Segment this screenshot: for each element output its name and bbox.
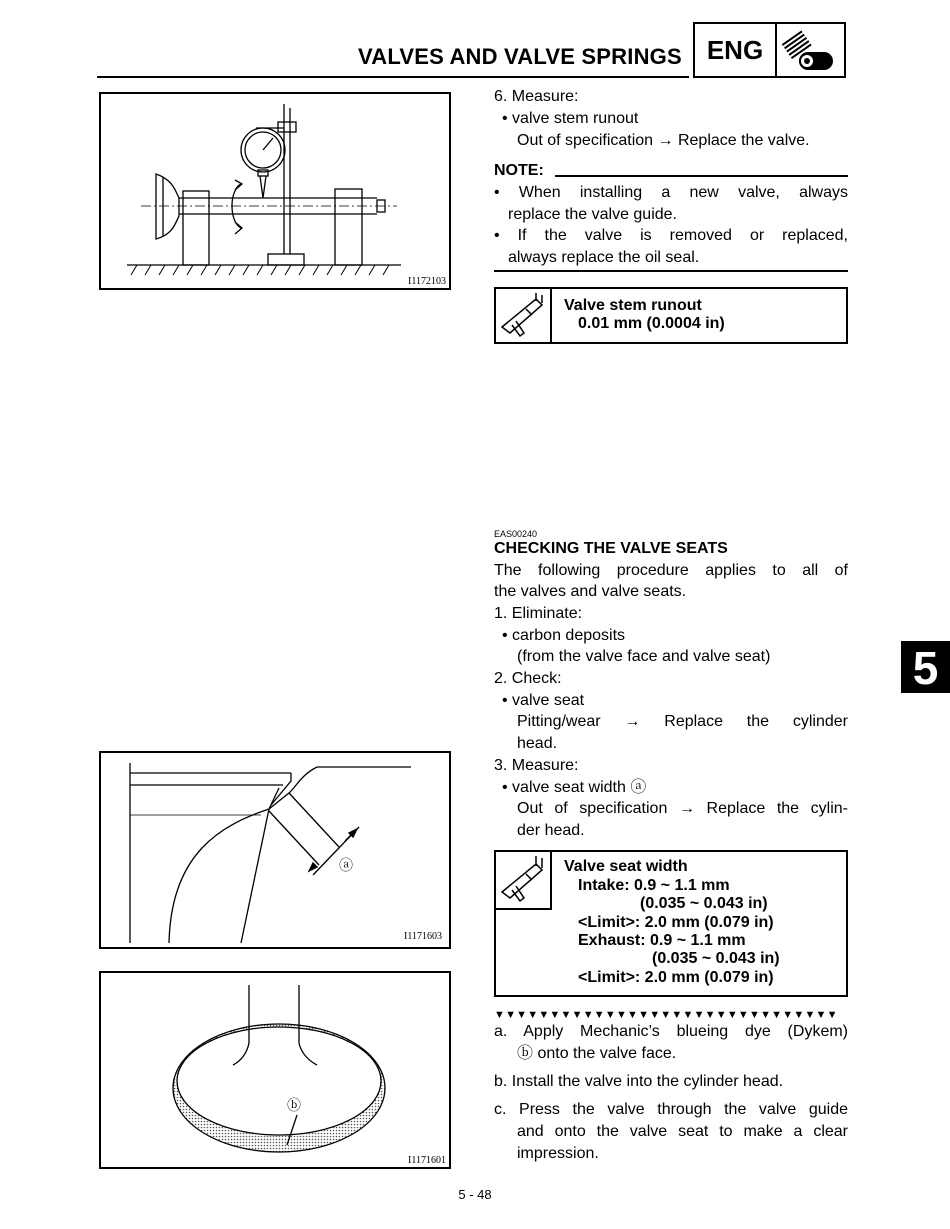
sub-a-line-1: a. Apply Mechanic’s blueing dye (Dykem) — [494, 1023, 848, 1040]
sub-b: b. Install the valve into the cylinder head. — [494, 1073, 784, 1090]
step-1: 1. Eliminate: — [494, 605, 583, 622]
step-3: 3. Measure: — [494, 757, 579, 774]
width-result-1: Out of specification → Replace the cylin- — [517, 800, 848, 817]
callout-b: ⓑ — [287, 1097, 301, 1113]
runout-result: Out of specification → Replace the valve. — [517, 132, 810, 149]
sub-a-line-2: ⓑ onto the valve face. — [517, 1045, 677, 1062]
section-code: EAS00240 — [494, 529, 538, 539]
dial-gauge-on-valve-icon — [101, 94, 449, 288]
bullet-seat-width: • valve seat width ⓐ — [502, 779, 647, 796]
valve-face-icon — [101, 973, 449, 1167]
spec-value: 0.01 mm (0.0004 in) — [578, 315, 725, 332]
sub-c-line-3: impression. — [517, 1145, 599, 1162]
figure-valve-seat — [99, 751, 451, 949]
engine-icon — [777, 26, 843, 81]
step-6: 6. Measure: — [494, 88, 579, 105]
note-1-line-1: • When installing a new valve, always — [494, 184, 848, 201]
title-rule — [97, 76, 689, 78]
spec-box-seat-width — [494, 850, 848, 997]
figure-code: I1171603 — [404, 931, 442, 942]
page-title: VALVES AND VALVE SPRINGS — [358, 44, 682, 69]
chapter-tab: 5 — [901, 641, 950, 693]
section-heading: CHECKING THE VALVE SEATS — [494, 540, 728, 557]
intro-line-2: the valves and valve seats. — [494, 583, 687, 600]
figure-valve-face — [99, 971, 451, 1169]
figure-code: I1172103 — [408, 276, 446, 287]
spec-intake-limit: <Limit>: 2.0 mm (0.079 in) — [578, 914, 774, 931]
spec-exhaust: Exhaust: 0.9 ~ 1.1 mm — [578, 932, 746, 949]
note-2-line-1: • If the valve is removed or replaced, — [494, 227, 848, 244]
sub-c-line-1: c. Press the valve through the valve guide — [494, 1101, 848, 1118]
section-badge — [693, 22, 846, 78]
bullet-stem-runout: • valve stem runout — [502, 110, 639, 127]
caliper-icon — [496, 289, 552, 342]
spec-intake: Intake: 0.9 ~ 1.1 mm — [578, 877, 730, 894]
figure-code: I1171601 — [408, 1155, 446, 1166]
spec-exhaust-in: (0.035 ~ 0.043 in) — [652, 950, 780, 967]
note-end-rule — [494, 270, 848, 272]
width-result-2: der head. — [517, 822, 585, 839]
caliper-icon — [496, 852, 552, 910]
spec-box-runout — [494, 287, 848, 344]
spec-intake-in: (0.035 ~ 0.043 in) — [640, 895, 768, 912]
spec-exhaust-limit: <Limit>: 2.0 mm (0.079 in) — [578, 969, 774, 986]
note-1-line-2: replace the valve guide. — [508, 206, 677, 223]
note-label: NOTE: — [494, 162, 544, 179]
note-rule — [555, 175, 848, 177]
step-2: 2. Check: — [494, 670, 562, 687]
sub-c-line-2: and onto the valve seat to make a clear — [517, 1123, 848, 1140]
bullet-carbon: • carbon deposits — [502, 627, 626, 644]
valve-seat-section-icon — [101, 753, 449, 947]
carbon-detail: (from the valve face and valve seat) — [517, 648, 771, 665]
seat-result-1: Pitting/wear → Replace the cylinder — [517, 713, 848, 730]
bullet-valve-seat: • valve seat — [502, 692, 585, 709]
spec-title: Valve stem runout — [564, 297, 702, 314]
note-2-line-2: always replace the oil seal. — [508, 249, 700, 266]
triangle-separator: ▼▼▼▼▼▼▼▼▼▼▼▼▼▼▼▼▼▼▼▼▼▼▼▼▼▼▼▼▼▼▼ — [494, 1009, 838, 1021]
intro-line-1: The following procedure applies to all of — [494, 562, 848, 579]
page-number: 5 - 48 — [458, 1187, 492, 1202]
figure-valve-runout — [99, 92, 451, 290]
callout-a: ⓐ — [339, 857, 353, 873]
badge-label: ENG — [695, 24, 777, 76]
seat-result-2: head. — [517, 735, 558, 752]
spec-title: Valve seat width — [564, 858, 688, 875]
